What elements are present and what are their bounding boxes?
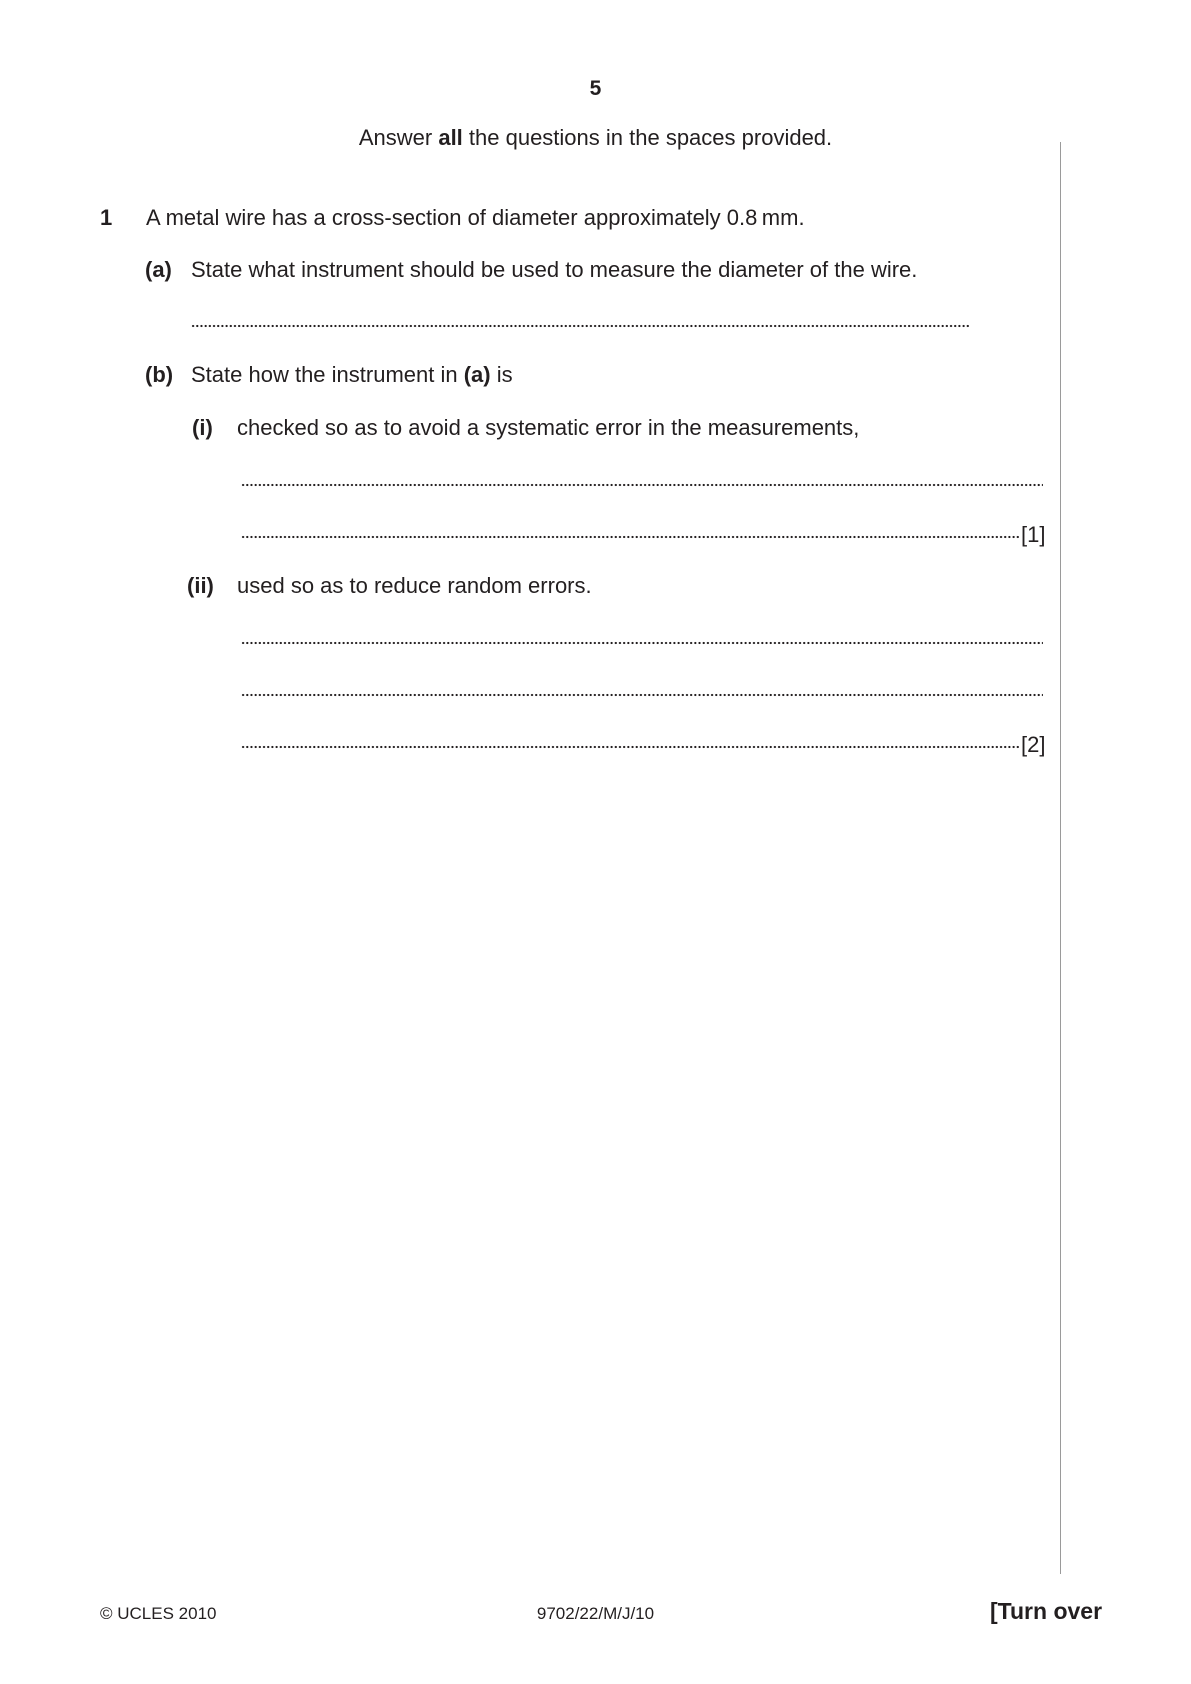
answer-line-ii-2[interactable] xyxy=(241,693,1043,697)
part-b-text-before: State how the instrument in xyxy=(191,362,464,387)
turn-over: [Turn over xyxy=(990,1598,1103,1624)
sub-ii-label: (ii) xyxy=(187,573,214,598)
part-b-text xyxy=(191,361,513,389)
page-number: 5 xyxy=(589,77,602,100)
question-stem: A metal wire has a cross-section of diameter approximately 0.8 mm. xyxy=(146,205,805,230)
sub-ii-text: used so as to reduce random errors. xyxy=(237,573,592,598)
instruction-before: Answer xyxy=(358,125,439,150)
instruction-after: the questions in the spaces provided. xyxy=(462,125,833,150)
paper-code: 9702/22/M/J/10 xyxy=(536,1604,655,1623)
answer-line-ii-3[interactable] xyxy=(241,745,1020,749)
answer-line-ii-1[interactable] xyxy=(241,641,1043,645)
instruction-bold: all xyxy=(438,125,463,150)
marks-i: [1] xyxy=(1021,522,1046,547)
question-number: 1 xyxy=(100,205,113,230)
part-a-text: State what instrument should be used to measure the diameter of the wire. xyxy=(191,257,918,282)
sub-i-label: (i) xyxy=(192,415,213,440)
answer-line-a[interactable] xyxy=(191,324,969,328)
marks-ii: [2] xyxy=(1021,732,1046,757)
answer-line-i-1[interactable] xyxy=(241,483,1043,487)
sub-i-text: checked so as to avoid a systematic error in the measurements, xyxy=(237,415,860,440)
part-a-label: (a) xyxy=(145,257,172,282)
margin-line xyxy=(1060,142,1061,1574)
part-b-text-after: is xyxy=(490,362,513,387)
answer-line-i-2[interactable] xyxy=(241,535,1020,539)
part-b-ref: (a) xyxy=(463,362,491,387)
instruction-text xyxy=(0,124,1191,152)
part-b-label: (b) xyxy=(145,362,174,387)
copyright: © UCLES 2010 xyxy=(100,1604,217,1623)
